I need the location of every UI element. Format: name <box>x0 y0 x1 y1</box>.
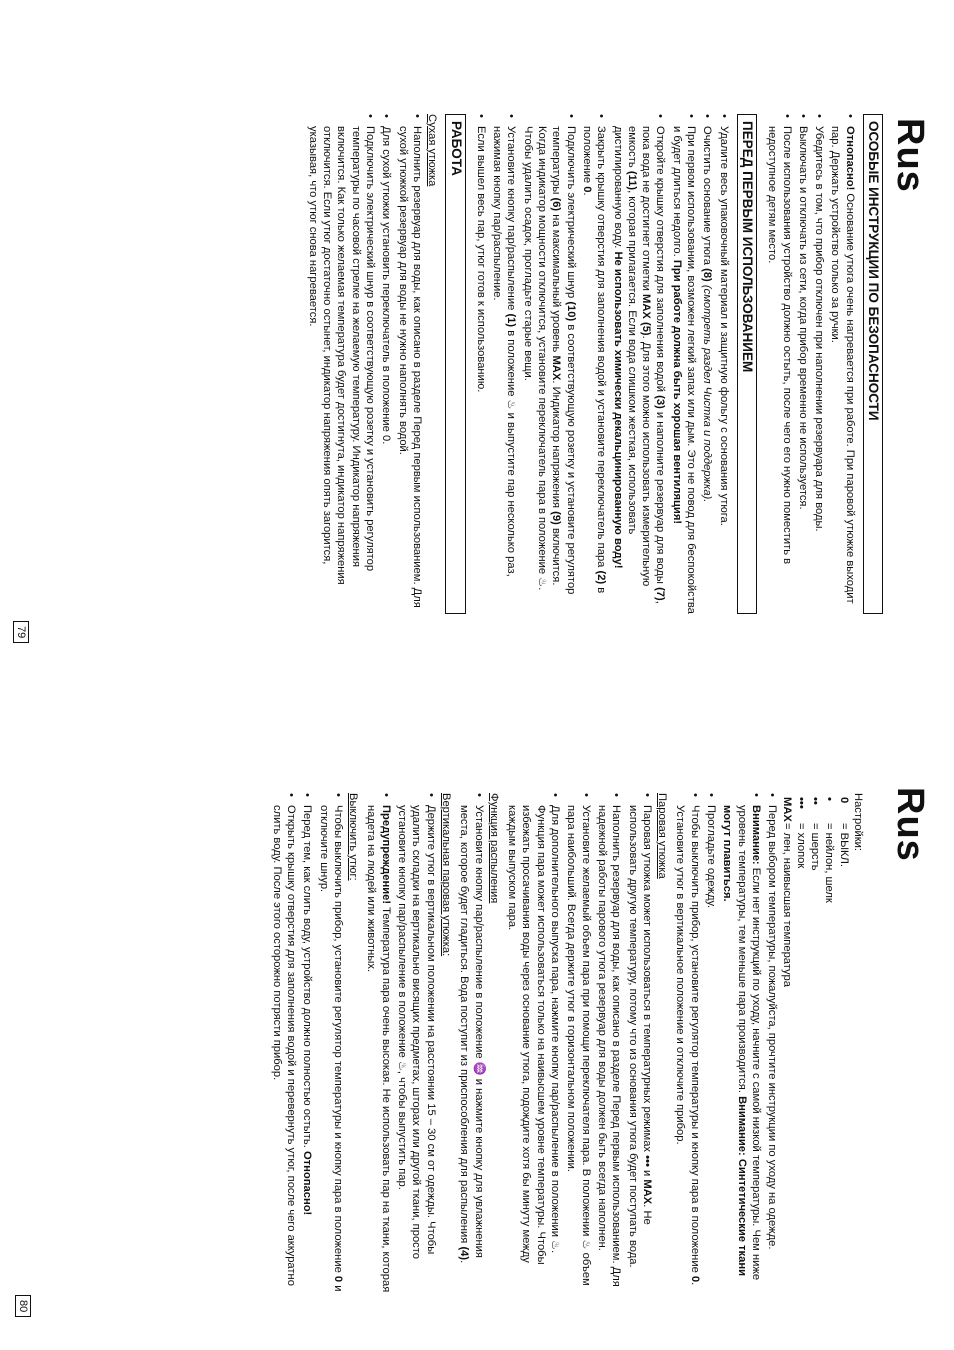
setting-key: ••• <box>794 797 807 809</box>
item-text: . Индикатор напряжения <box>550 380 563 512</box>
list-item: • Для дополнительного выпуска пара, нажмите кнопку пар/распыление в положении ♨. Функция пара может использоваться только на наивысшем уровне температуры. Чтобы избежать просачивания воды через основание утюга, подождите хотя бы минуту между каждым выпуском пара. <box>505 793 562 1293</box>
item-text: Если нет инструкций по уходу, начните с самой низкой температуры. Чем ниже уровень температуры, тем меньше пара производится. <box>735 805 762 1281</box>
list-item: • Установите желаемый объем пара при помощи переключателя пара. В положении ♨ объем пара наибольший. Всегда держите утюг в горизонтальном положении. <box>564 793 593 1293</box>
ref-number: (11) <box>625 170 638 191</box>
safety-list <box>765 114 857 614</box>
ref-number: 0 <box>580 186 593 193</box>
warning-text: Отнопасно! <box>843 126 856 191</box>
page-79 <box>0 0 931 675</box>
list-item: • Если вышел весь пар, утюг готов к использованию. <box>474 114 488 614</box>
list-item: • После использования устройство должно остыть, после чего его нужно поместить в недоступное детям место. <box>765 114 794 614</box>
setting-value: = лен, наивысшая температура <box>780 823 793 987</box>
language-heading: Rus <box>889 787 931 862</box>
page-number: 79 <box>13 621 29 643</box>
ref-number: ••• <box>640 1155 653 1167</box>
item-text: Перед тем, как слить воду, устройство должно полностью остыть. <box>301 805 314 1151</box>
text-column <box>302 114 883 614</box>
steam-ironing-subtitle: Паровая утюжка <box>656 793 669 879</box>
text-column <box>265 793 865 1293</box>
switch-off-list <box>269 793 344 1293</box>
item-text: Чтобы выключить прибор, установите регулятор температуры и кнопку пара в положение <box>688 805 701 1276</box>
item-text: , которая прилагается. Если вода слишком жесткая, использовать дистилированную воду. <box>611 126 638 535</box>
dry-ironing-list <box>306 114 424 614</box>
settings-row <box>822 793 836 1293</box>
settings-row <box>779 793 793 1293</box>
work-section-title: РАБОТА <box>445 114 465 614</box>
before-first-use-title: ПЕРЕД ПЕРВЫМ ИСПОЛЬЗОВАНИЕМ <box>737 114 757 614</box>
setting-key: •• <box>809 797 822 805</box>
item-text: . Не использовать другую температуру, потому что из основания утюга будет поступать вода. <box>626 805 653 1268</box>
setting-value: = ВЫКЛ. <box>837 823 850 867</box>
list-item: • Удалите весь упаковочный материал и защитную фольгу с основания утюга. <box>716 114 730 614</box>
ref-number: (10) <box>564 301 577 322</box>
item-text: Установите кнопку пар/распыление <box>505 126 518 314</box>
settings-row <box>836 793 850 1293</box>
item-text: Температура пара очень высокая. Не использовать пар на ткани, которая надета на людей или животных. <box>365 805 392 1293</box>
item-text: При первом использовании, возможен легкий запах или дым. Это не повод для беспокойства и будет длиться недолго. <box>670 126 698 614</box>
item-text: на максимальный уровень <box>550 211 563 356</box>
item-text: Паровая утюжка может использоваться в температурных режимах <box>640 805 653 1156</box>
list-item: • Открыть крышку отверстия для заполнения водой и перевернуть утюг, после чего аккуратно слить воду. После этого осторожно потрясти прибор. <box>269 793 298 1293</box>
page-number: 80 <box>15 1295 31 1317</box>
dry-ironing-subtitle: Сухая утюжка <box>426 114 439 187</box>
item-text: Очистить основание утюга <box>701 126 714 269</box>
item-text: Чтобы выключить прибор, установите регулятор температуры и кнопку пара в положение <box>331 805 344 1276</box>
language-heading: Rus <box>889 118 931 193</box>
warning-text: Внимание: <box>749 805 762 865</box>
settings-row <box>794 793 808 1293</box>
list-item: • Убедитесь в том, что прибор отключен при наполнении резервуара для воды. <box>812 114 826 614</box>
list-item: • Прогладьте одежду. <box>704 793 718 1293</box>
list-item: • Наполнить резервуар для воды, как описано в разделе Перед первым использованием. Для сухой утюжкой резервуар для воды не нужно наполнять водой. <box>395 114 424 614</box>
item-text: . Для этого можно использовать измерительную емкость <box>625 126 653 587</box>
settings-label: Настройки: <box>852 793 864 851</box>
ref-number: 0 <box>331 1275 344 1283</box>
ref-number: (1) <box>505 313 518 328</box>
ref-number: (9) <box>550 511 563 525</box>
setting-value: = нейлон, шелк <box>823 823 836 903</box>
item-text: и <box>640 1166 653 1180</box>
list-item <box>457 793 486 1293</box>
item-text: включится. Когда индикатор мощности отключится, установите переключатель пара в положение ♨. Чтобы удалить осадок, прогладьте старые вещи. <box>521 126 563 591</box>
item-text: в положение <box>580 126 608 594</box>
list-item <box>828 114 857 614</box>
item-text: в соответствующую розетку и установите регулятор температуры <box>550 126 577 595</box>
warning-text: Отнопасно! <box>301 1150 314 1216</box>
list-item <box>720 793 763 1293</box>
ref-number: MAX <box>640 1179 653 1205</box>
list-item <box>364 793 393 1293</box>
ref-number: (8) <box>701 268 714 282</box>
vertical-steam-list <box>364 793 437 1293</box>
item-text: Подключить электрический шнур <box>564 126 577 302</box>
setting-key: 0 <box>837 797 850 804</box>
ref-number: MAX (5) <box>640 294 653 336</box>
ref-number: (2) <box>595 570 608 585</box>
setting-value: = хлопок <box>794 823 807 869</box>
safety-section-title: ОСОБЫЕ ИНСТРУКЦИИ ПО БЕЗОПАСНОСТИ <box>863 114 883 614</box>
ref-number: (3) <box>654 395 667 409</box>
item-text: Закрыть крышку отверстия для заполнения водой и установите переключатель пара <box>595 126 608 571</box>
list-item: • Подключить электрический шнур в соответствующую розетку и установить регулятор температуры по часовой стрелке на желаемую температуру. Индикатор напряжения включится. Как только желаемая температура будет достигнута, индикатор напряжения отключится. Если утюг достаточно остынет, индикатор напряжения опять загорится, указывая, что утюг снова нагревается. <box>306 114 377 614</box>
settings-row <box>808 793 822 1293</box>
page-80 <box>0 675 931 1350</box>
spray-list <box>457 793 486 1293</box>
item-text: в положение ♨ и выпустите пар несколько раз, нажимая кнопку пар/распыление. <box>491 126 518 577</box>
list-item: • Перед выбором температуры, пожалуйста, прочтите инструкции по уходу на одежде. <box>765 793 779 1293</box>
list-item: • Держите утюг в вертикальном положении на расстоянии 15 – 30 см от одежды. Чтобы удалить складки на вертикально висящих предметах, шторах или другой ткани, просто установите кнопку пар/распыление в положение ♨, чтобы выпустить пар. <box>395 793 438 1293</box>
warning-text: Предупреждение! <box>379 805 392 905</box>
setting-value: = шерсть <box>809 823 822 871</box>
list-item <box>490 114 519 614</box>
item-text: . <box>458 1260 471 1264</box>
item-text: Установите кнопку пар/распыление в положение ♒ и нажмите кнопку для увлажнения места, которое будет гладиться. Вода поступит из приспособления для распыления <box>458 805 485 1258</box>
list-item: • Выключать и отключать из сети, когда прибор временно не используется. <box>796 114 810 614</box>
ref-number: (6) <box>550 197 563 212</box>
ref-number: MAX <box>550 355 563 381</box>
item-text: . <box>580 192 593 196</box>
list-item <box>673 793 702 1293</box>
setting-key: MAX <box>780 797 793 822</box>
warning-text: При работе должна быть хорошая вентиляция! <box>670 259 683 525</box>
warning-text: Внимание: Синтетические ткани могут плавиться. <box>721 805 748 1276</box>
list-item <box>610 114 667 614</box>
item-text: (смотреть раздел Чистка и поддержка). <box>701 281 714 503</box>
item-text: и наполните резервуар для воды <box>654 408 667 588</box>
list-item <box>300 793 314 1293</box>
item-text: , пока вода не достигнет отметки <box>640 126 667 604</box>
item-text: . Установите утюг в вертикальное положение и отключите прибор. <box>674 805 701 1286</box>
ref-number: 0 <box>688 1275 701 1283</box>
temperature-list <box>673 793 779 1293</box>
list-item: • Наполнить резервуар для воды, как описано в разделе Перед первым использованием. Для надежной работы парового утюга резервуар для воды должен быть всегда наполнен. <box>595 793 624 1293</box>
steam-ironing-list <box>505 793 654 1293</box>
warning-text: Не использовать химически декальцинированную воду! <box>611 251 624 569</box>
item-text: и отключите шнур. <box>317 805 344 1292</box>
item-text: Откройте крышку отверстия для заполнения водой <box>654 126 667 396</box>
vertical-steam-subtitle: Вертикальная паровая утюжка: <box>439 793 452 957</box>
list-item <box>316 793 345 1293</box>
list-item <box>625 793 654 1293</box>
list-item <box>520 114 577 614</box>
before-first-use-list <box>474 114 731 614</box>
spray-function-subtitle: Функция распыления <box>487 793 500 904</box>
list-item <box>700 114 714 614</box>
setting-key: • <box>823 797 836 801</box>
list-item <box>669 114 698 614</box>
switch-off-subtitle: Выключить утюг: <box>347 793 360 881</box>
ref-number: (4) <box>458 1246 471 1261</box>
list-item <box>580 114 609 614</box>
list-item: • Для сухой утюжки установить переключатель в положение 0. <box>379 114 393 614</box>
ref-number: (7) <box>654 587 667 601</box>
item-text: Основание утюга очень нагревается при работе. При паровой утюжке выходит пар. Держать устройство только за ручки. <box>829 126 856 604</box>
